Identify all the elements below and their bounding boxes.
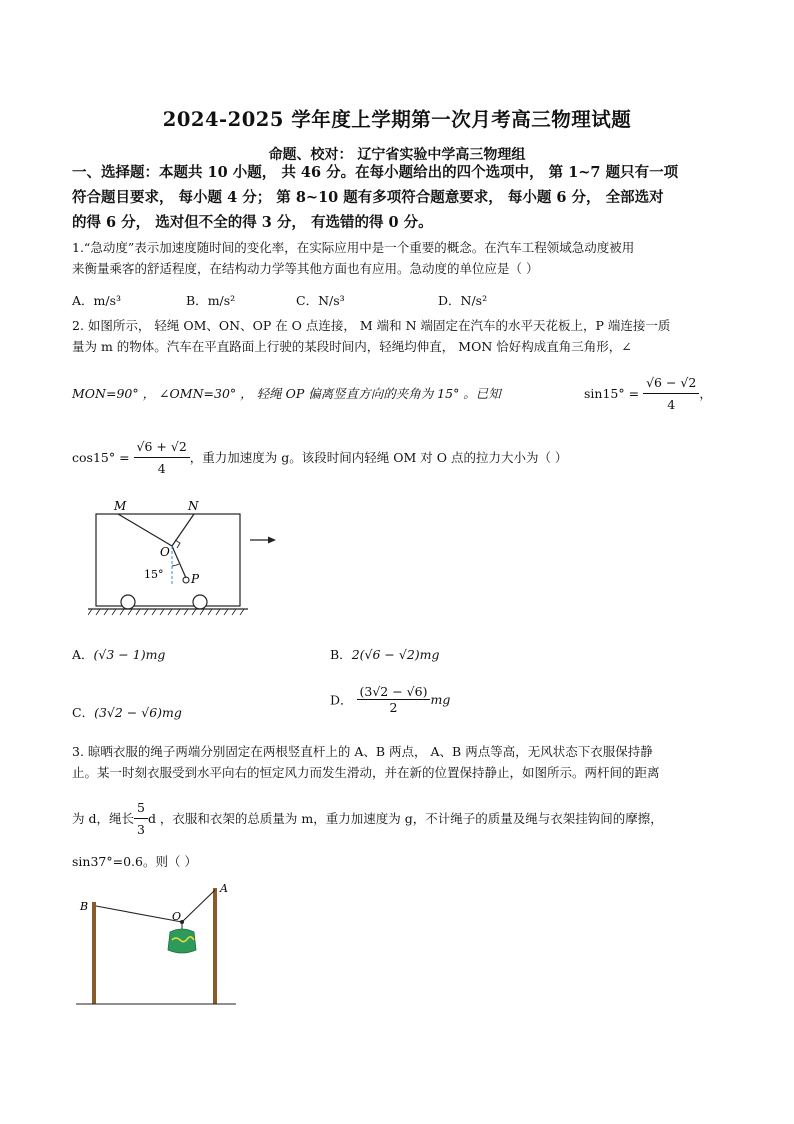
q2-line-4-text: ，重力加速度为 g。该段时间内轻绳 OM 对 O 点的拉力大小为（ ）	[189, 450, 568, 465]
q1-option-b[interactable]	[186, 291, 235, 309]
car-wheel-left	[121, 595, 135, 609]
rope-length-fraction	[134, 797, 148, 840]
q2-car-figure	[88, 496, 278, 620]
label-p: P	[191, 572, 200, 586]
q1-option-c[interactable]	[296, 291, 345, 309]
cos15-formula	[72, 436, 567, 479]
option-d-tail: mg	[430, 692, 451, 707]
exam-title: 2024-2025 学年度上学期第一次月考高三物理试题	[162, 108, 632, 131]
q3-line-1: 3. 晾晒衣服的绳子两端分别固定在两根竖直杆上的 A、B 两点， A、B 两点等高，无风状态下衣服保持静	[72, 744, 653, 759]
sin15-numerator: √6 − √2	[643, 372, 699, 394]
label-o: O	[172, 910, 182, 923]
q3-line-3b: d ，衣服和衣架的总质量为 m，重力加速度为 g，不计绳子的质量及绳与衣架挂钩间的摩擦，	[147, 811, 663, 826]
q1-option-d[interactable]	[438, 291, 487, 309]
car-body	[96, 514, 240, 606]
q1-line-2: 来衡量乘客的舒适程度，在结构动力学等其他方面也有应用。急动度的单位应是（ ）	[72, 261, 539, 276]
sin15-lhs: sin15° =	[584, 386, 640, 401]
option-text: (3√2 − √6)mg	[94, 705, 182, 720]
q2-option-b[interactable]	[330, 645, 440, 663]
q3-clothesline-figure	[76, 880, 236, 1010]
option-d-denominator: 2	[389, 700, 398, 715]
option-letter: A．	[72, 293, 94, 308]
q2-line-2: 量为 m 的物体。汽车在平直路面上行驶的某段时间内，轻绳均伸直， MON 恰好构成直角三角形，∠	[72, 339, 632, 354]
sin15-formula: sin15° = $\frac{√6 - √2}{4}$ ，	[584, 372, 712, 415]
q3-line-4: sin37°=0.6。则（ ）	[72, 854, 197, 869]
q2-option-a[interactable]	[72, 645, 165, 663]
option-letter: D．	[438, 293, 461, 308]
section-instructions	[72, 160, 722, 235]
option-text: N/s³	[318, 293, 345, 308]
option-text: m/s³	[93, 293, 122, 308]
question-1	[72, 237, 720, 279]
rope-length-denominator: 3	[136, 822, 145, 837]
pole-left	[92, 902, 96, 1004]
angle-arc	[172, 564, 179, 566]
q3-line-3a: 为 d，绳长	[72, 811, 134, 826]
option-text: N/s²	[460, 293, 488, 308]
sin15-denominator: 4	[667, 397, 676, 412]
cos15-fraction	[134, 436, 190, 479]
option-letter: A．	[72, 647, 94, 662]
option-d-numerator: (3√2 − √6)	[357, 684, 431, 700]
option-text: 2(√6 − √2)mg	[351, 647, 440, 662]
label-b: B	[80, 900, 89, 913]
motion-arrow-head	[268, 537, 276, 544]
cos15-lhs: cos15° =	[72, 450, 130, 465]
rope-on	[172, 514, 194, 546]
option-d-fraction	[357, 684, 431, 715]
ground-hatching	[88, 609, 244, 615]
option-text: m/s²	[207, 293, 236, 308]
q1-option-a[interactable]	[72, 291, 121, 309]
question-3	[72, 741, 720, 783]
section-line-1: 一、选择题：本题共 10 小题， 共 46 分。在每小题给出的四个选项中， 第 1~7 题只有一项	[72, 164, 679, 181]
pole-right	[213, 888, 217, 1004]
rope-om	[118, 514, 172, 546]
section-line-2: 符合题目要求， 每小题 4 分； 第 8~10 题有多项符合题意要求， 每小题 6 分， 全部选对	[72, 189, 664, 206]
label-n: N	[188, 499, 199, 513]
question-2	[72, 315, 720, 357]
label-angle-15: 15°	[144, 568, 164, 581]
cos15-numerator: √6 + √2	[134, 436, 190, 458]
rope-op	[172, 546, 186, 578]
option-letter: D．	[330, 692, 353, 708]
rope-bo	[96, 906, 182, 922]
q1-line-1: 1.“急动度”表示加速度随时间的变化率，在实际应用中是一个重要的概念。在汽车工程领域急动度被用	[72, 240, 635, 255]
label-o: O	[160, 545, 170, 559]
q2-line-3-text: MON=90° ， ∠OMN=30° ， 轻绳 OP 偏离竖直方向的夹角为 15° 。已知	[72, 386, 501, 401]
section-line-3: 的得 6 分， 选对但不全的得 3 分， 有选错的得 0 分。	[72, 214, 433, 231]
q2-option-c[interactable]	[72, 703, 182, 721]
rope-oa	[182, 890, 215, 922]
option-letter: C．	[72, 705, 95, 720]
q2-line-1: 2. 如图所示， 轻绳 OM、ON、OP 在 O 点连接， M 端和 N 端固定在汽车的水平天花板上，P 端连接一质	[72, 318, 671, 333]
q2-option-d[interactable]	[330, 684, 450, 715]
cos15-denominator: 4	[157, 461, 166, 476]
option-letter: B．	[186, 293, 208, 308]
sin15-fraction	[643, 372, 699, 415]
q3-line-2: 止。某一时刻衣服受到水平向右的恒定风力而发生滑动，并在新的位置保持静止，如图所示。两杆间的距离	[72, 765, 660, 780]
car-wheel-right	[193, 595, 207, 609]
option-letter: C．	[296, 293, 319, 308]
option-text: (√3 − 1)mg	[93, 647, 166, 662]
exam-authors: 命题、校对： 辽宁省实验中学高三物理组	[268, 147, 526, 163]
option-letter: B．	[330, 647, 352, 662]
q3-line-3	[72, 797, 722, 840]
rope-length-numerator: 5	[134, 797, 148, 819]
label-a: A	[220, 882, 228, 895]
label-m: M	[114, 499, 127, 513]
